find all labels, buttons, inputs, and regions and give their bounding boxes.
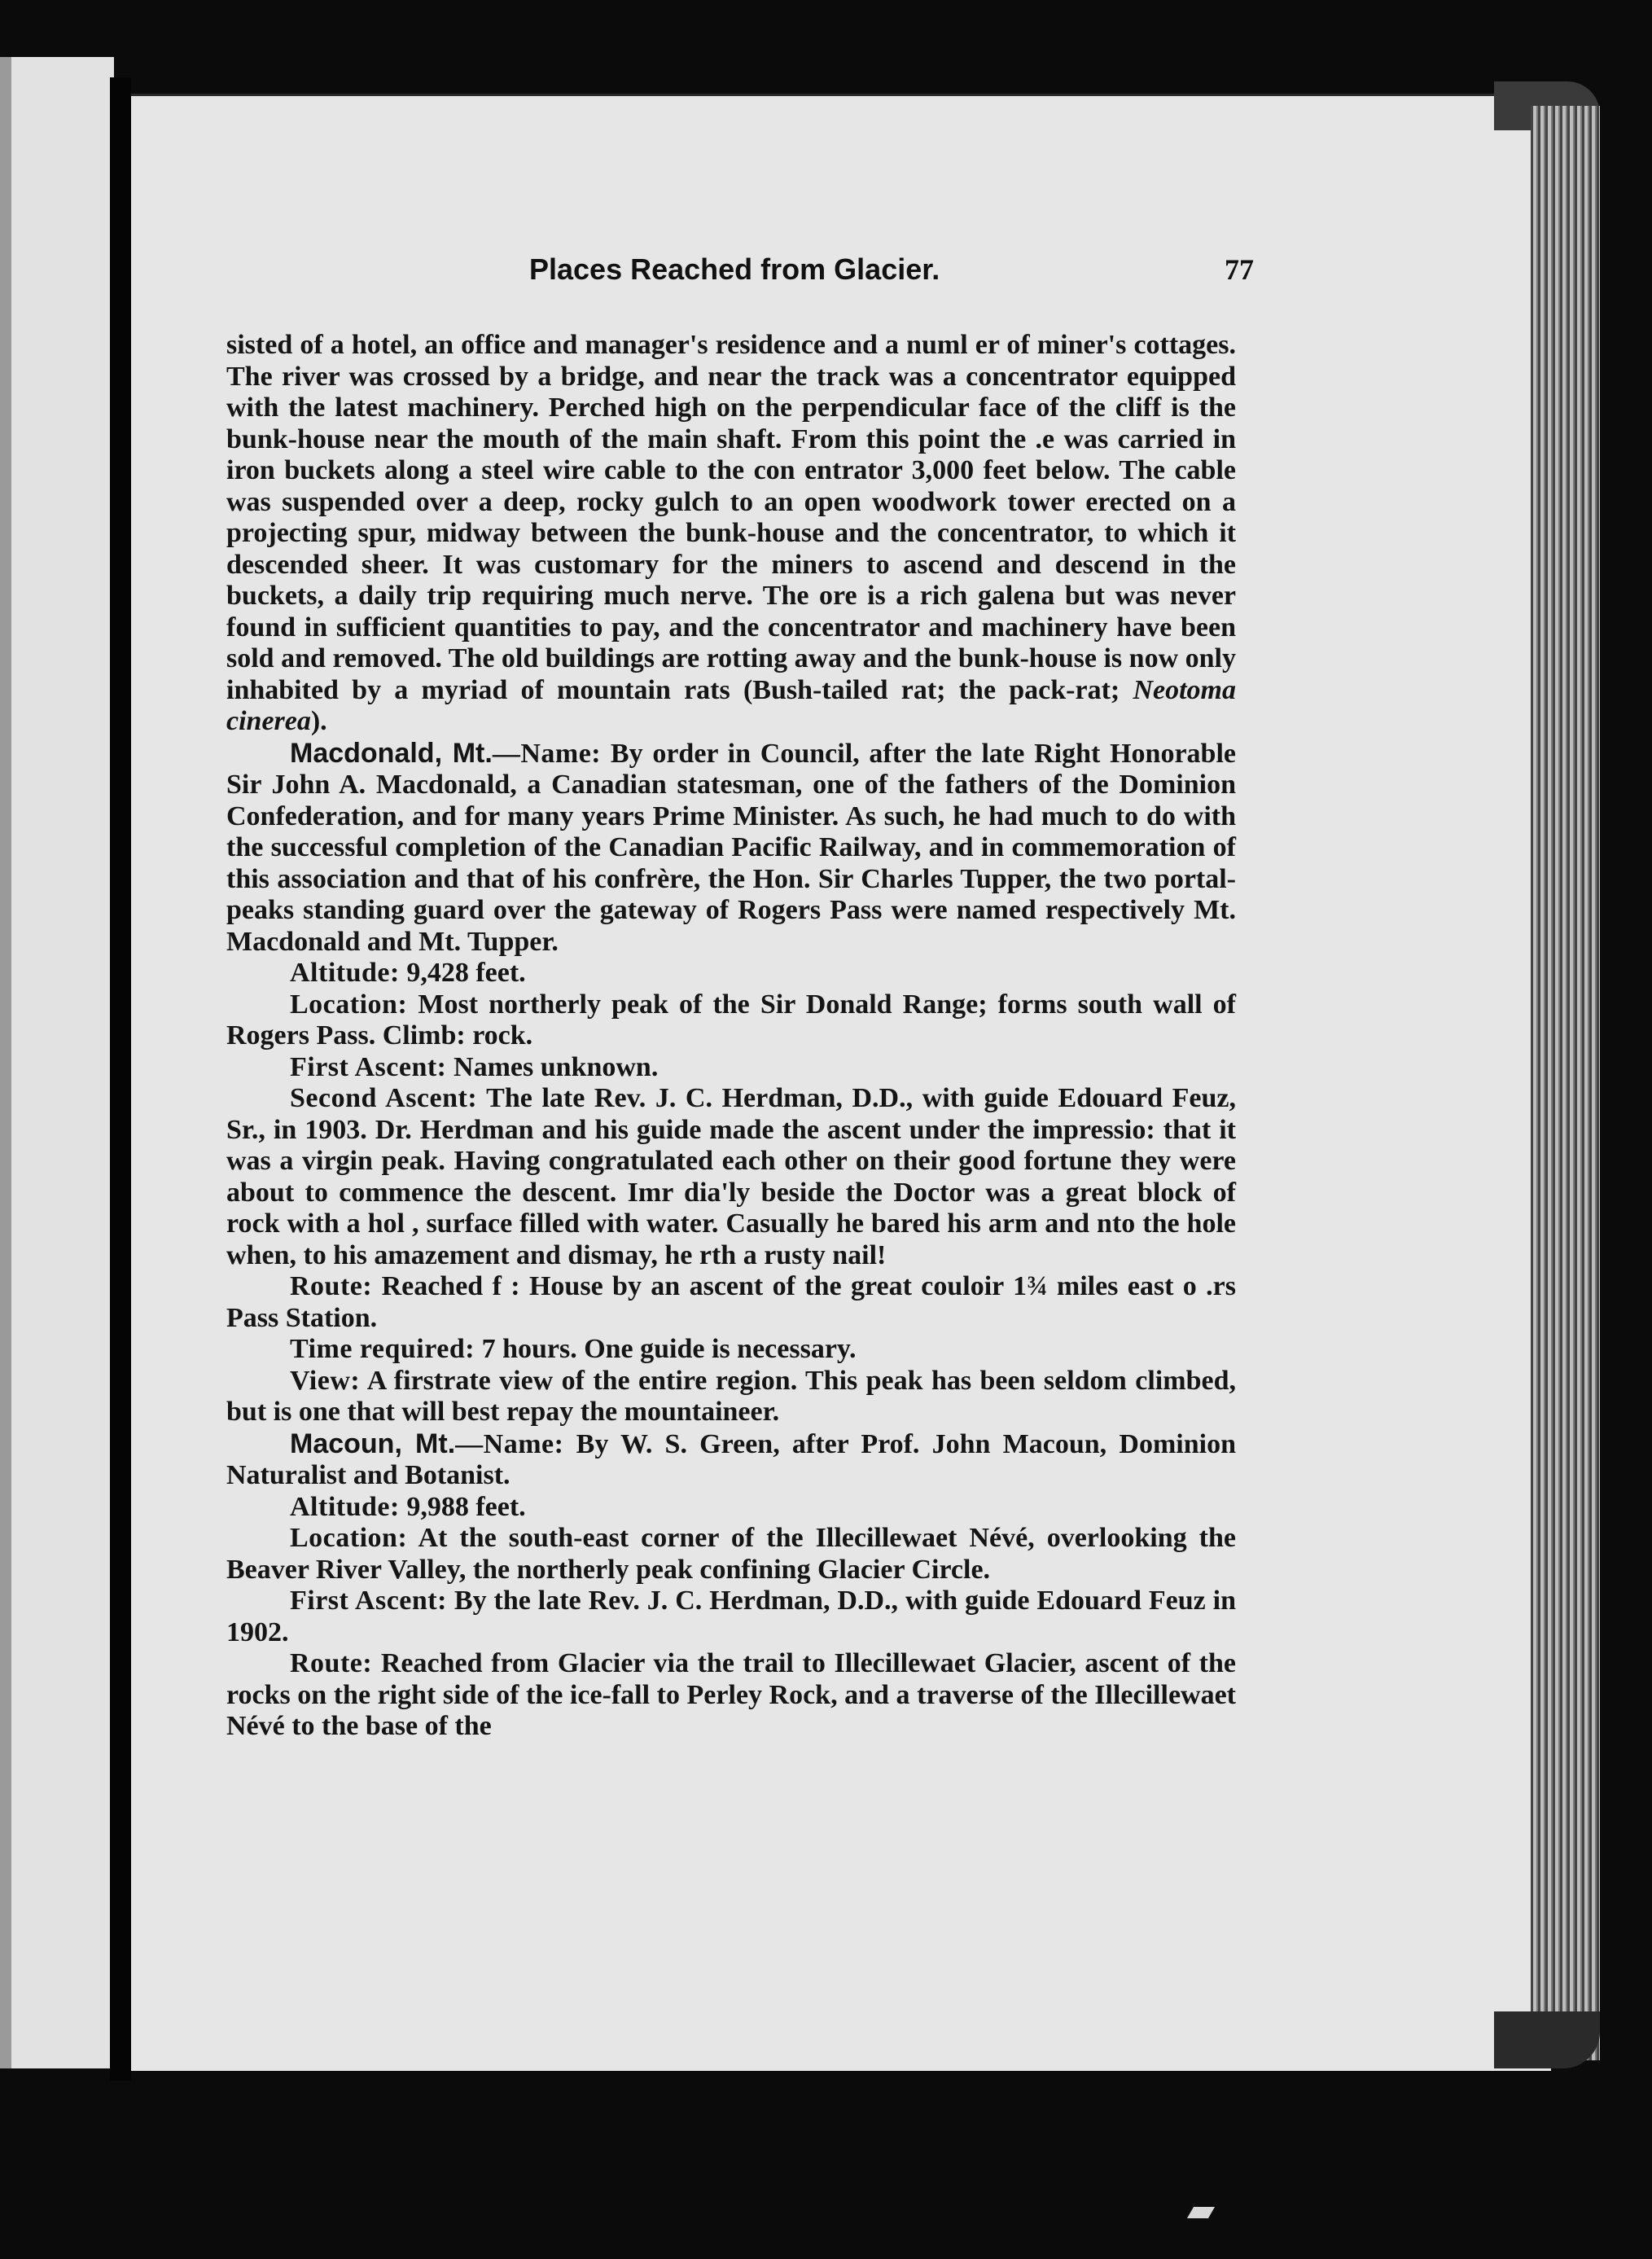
entry-heading-macoun: Macoun, Mt. (290, 1428, 456, 1459)
name-label: —Name: (492, 738, 602, 769)
first-ascent-text: Names unknown. (446, 1051, 659, 1082)
location-label: Location: (290, 989, 408, 1020)
route-label: Route: (290, 1648, 373, 1678)
macoun-name-paragraph (226, 1428, 1236, 1492)
scientific-name: Neotoma cinerea (226, 674, 1236, 736)
macdonald-location (226, 989, 1236, 1052)
macoun-route (226, 1648, 1236, 1743)
macdonald-second-ascent (226, 1083, 1236, 1271)
first-ascent-label: First Ascent: (290, 1051, 447, 1082)
altitude-label: Altitude: (290, 1491, 400, 1522)
left-page-edge (0, 57, 11, 2068)
name-text: By order in Council, after the late Right Honorable Sir John A. Macdonald, a Canadian statesman, one of the fathers of the Dominion Confederation, and for many years Prime Minister. As such, he had much to do with the successful completion of the Canadian Pacific Railway, and in commemoration of this association and that of his confrère, the Hon. Sir Charles Tupper, the two portal-peaks standing guard over the gateway of Rogers Pass were named respectively Mt. Macdonald and Mt. Tupper. (226, 738, 1236, 957)
macdonald-time (226, 1334, 1236, 1366)
macdonald-name-paragraph (226, 738, 1236, 958)
route-text: Reached from Glacier via the trail to Illecillewaet Glacier, ascent of the rocks on the right side of the ice-fall to Perley Rock, and a traverse of the Illecillewaet Névé to the base of the (226, 1648, 1236, 1741)
name-label: —Name: (455, 1428, 564, 1459)
view-text: A firstrate view of the entire region. This peak has been seldom climbed, but is one that will best repay the mountaineer. (226, 1365, 1236, 1427)
time-label: Time required: (290, 1334, 475, 1364)
intro-end: ). (310, 706, 327, 736)
page-fore-edge (1531, 106, 1600, 2060)
location-text: At the south-east corner of the Illecillewaet Névé, overlooking the Beaver River Valley, the northerly peak confining Glacier Circle. (226, 1523, 1236, 1585)
location-label: Location: (290, 1523, 408, 1553)
scan-artifact (1187, 2207, 1215, 2218)
macoun-first-ascent (226, 1586, 1236, 1648)
left-page (0, 57, 114, 2068)
book-gutter (110, 77, 131, 2081)
second-ascent-label: Second Ascent: (290, 1083, 478, 1113)
page-corner-bottom (1494, 2011, 1600, 2068)
route-text: Reached f : House by an ascent of the great couloir 1¾ miles east o .rs Pass Station. (226, 1271, 1236, 1333)
macdonald-altitude (226, 958, 1236, 989)
page-body (226, 330, 1236, 1743)
altitude-label: Altitude: (290, 958, 400, 988)
location-text: Most northerly peak of the Sir Donald Range; forms south wall of Rogers Pass. Climb: rock. (226, 989, 1236, 1051)
altitude-text: 9,428 feet. (399, 958, 526, 988)
time-text: 7 hours. One guide is necessary. (475, 1334, 857, 1364)
macdonald-view (226, 1366, 1236, 1428)
running-title: Places Reached from Glacier. (529, 252, 940, 286)
macdonald-first-ascent (226, 1052, 1236, 1084)
intro-paragraph (226, 330, 1236, 738)
first-ascent-text: By the late Rev. J. C. Herdman, D.D., with guide Edouard Feuz in 1902. (226, 1586, 1236, 1647)
macoun-altitude (226, 1492, 1236, 1524)
view-label: View: (290, 1365, 361, 1396)
second-ascent-text: The late Rev. J. C. Herdman, D.D., with guide Edouard Feuz, Sr., in 1903. Dr. Herdman and his guide made the ascent under the impressio: that it was a virgin peak. Having congratulated each other on their good fortune they were about to commence the descent. Imr dia'ly beside the Doctor was a great block of rock with a hol , surface filled with water. Casually he bared his arm and nto the hole when, to his amazement and dismay, he rth a rusty nail! (226, 1083, 1236, 1270)
entry-heading-macdonald: Macdonald, Mt. (290, 737, 493, 769)
macoun-location (226, 1523, 1236, 1586)
macdonald-route (226, 1271, 1236, 1334)
first-ascent-label: First Ascent: (290, 1586, 447, 1616)
page-number: 77 (1225, 253, 1254, 286)
name-text: By W. S. Green, after Prof. John Macoun, Dominion Naturalist and Botanist. (226, 1428, 1236, 1490)
intro-text: sisted of a hotel, an office and manager's residence and a numl er of miner's cottages. The river was crossed by a bridge, and near the track was a concentrator equipped with the latest machinery. Perched high on the perpendicular face of the cliff is the bunk-house near the mouth of the main shaft. From this point the .e was carried in iron buckets along a steel wire cable to the con entrator 3,000 feet below. The cable was suspended over a deep, rocky gulch to an open woodwork tower erected on a projecting spur, midway between the bunk-house and the concentrator, to which it descended sheer. It was customary for the miners to ascend and descend in the buckets, a daily trip requiring much nerve. The ore is a rich galena but was never found in sufficient quantities to pay, and the concentrator and machinery have been sold and removed. The old buildings are rotting away and the bunk-house is now only inhabited by a myriad of mountain rats (Bush-tailed rat; the pack-rat; (226, 330, 1236, 705)
altitude-text: 9,988 feet. (399, 1491, 526, 1522)
route-label: Route: (290, 1271, 373, 1301)
